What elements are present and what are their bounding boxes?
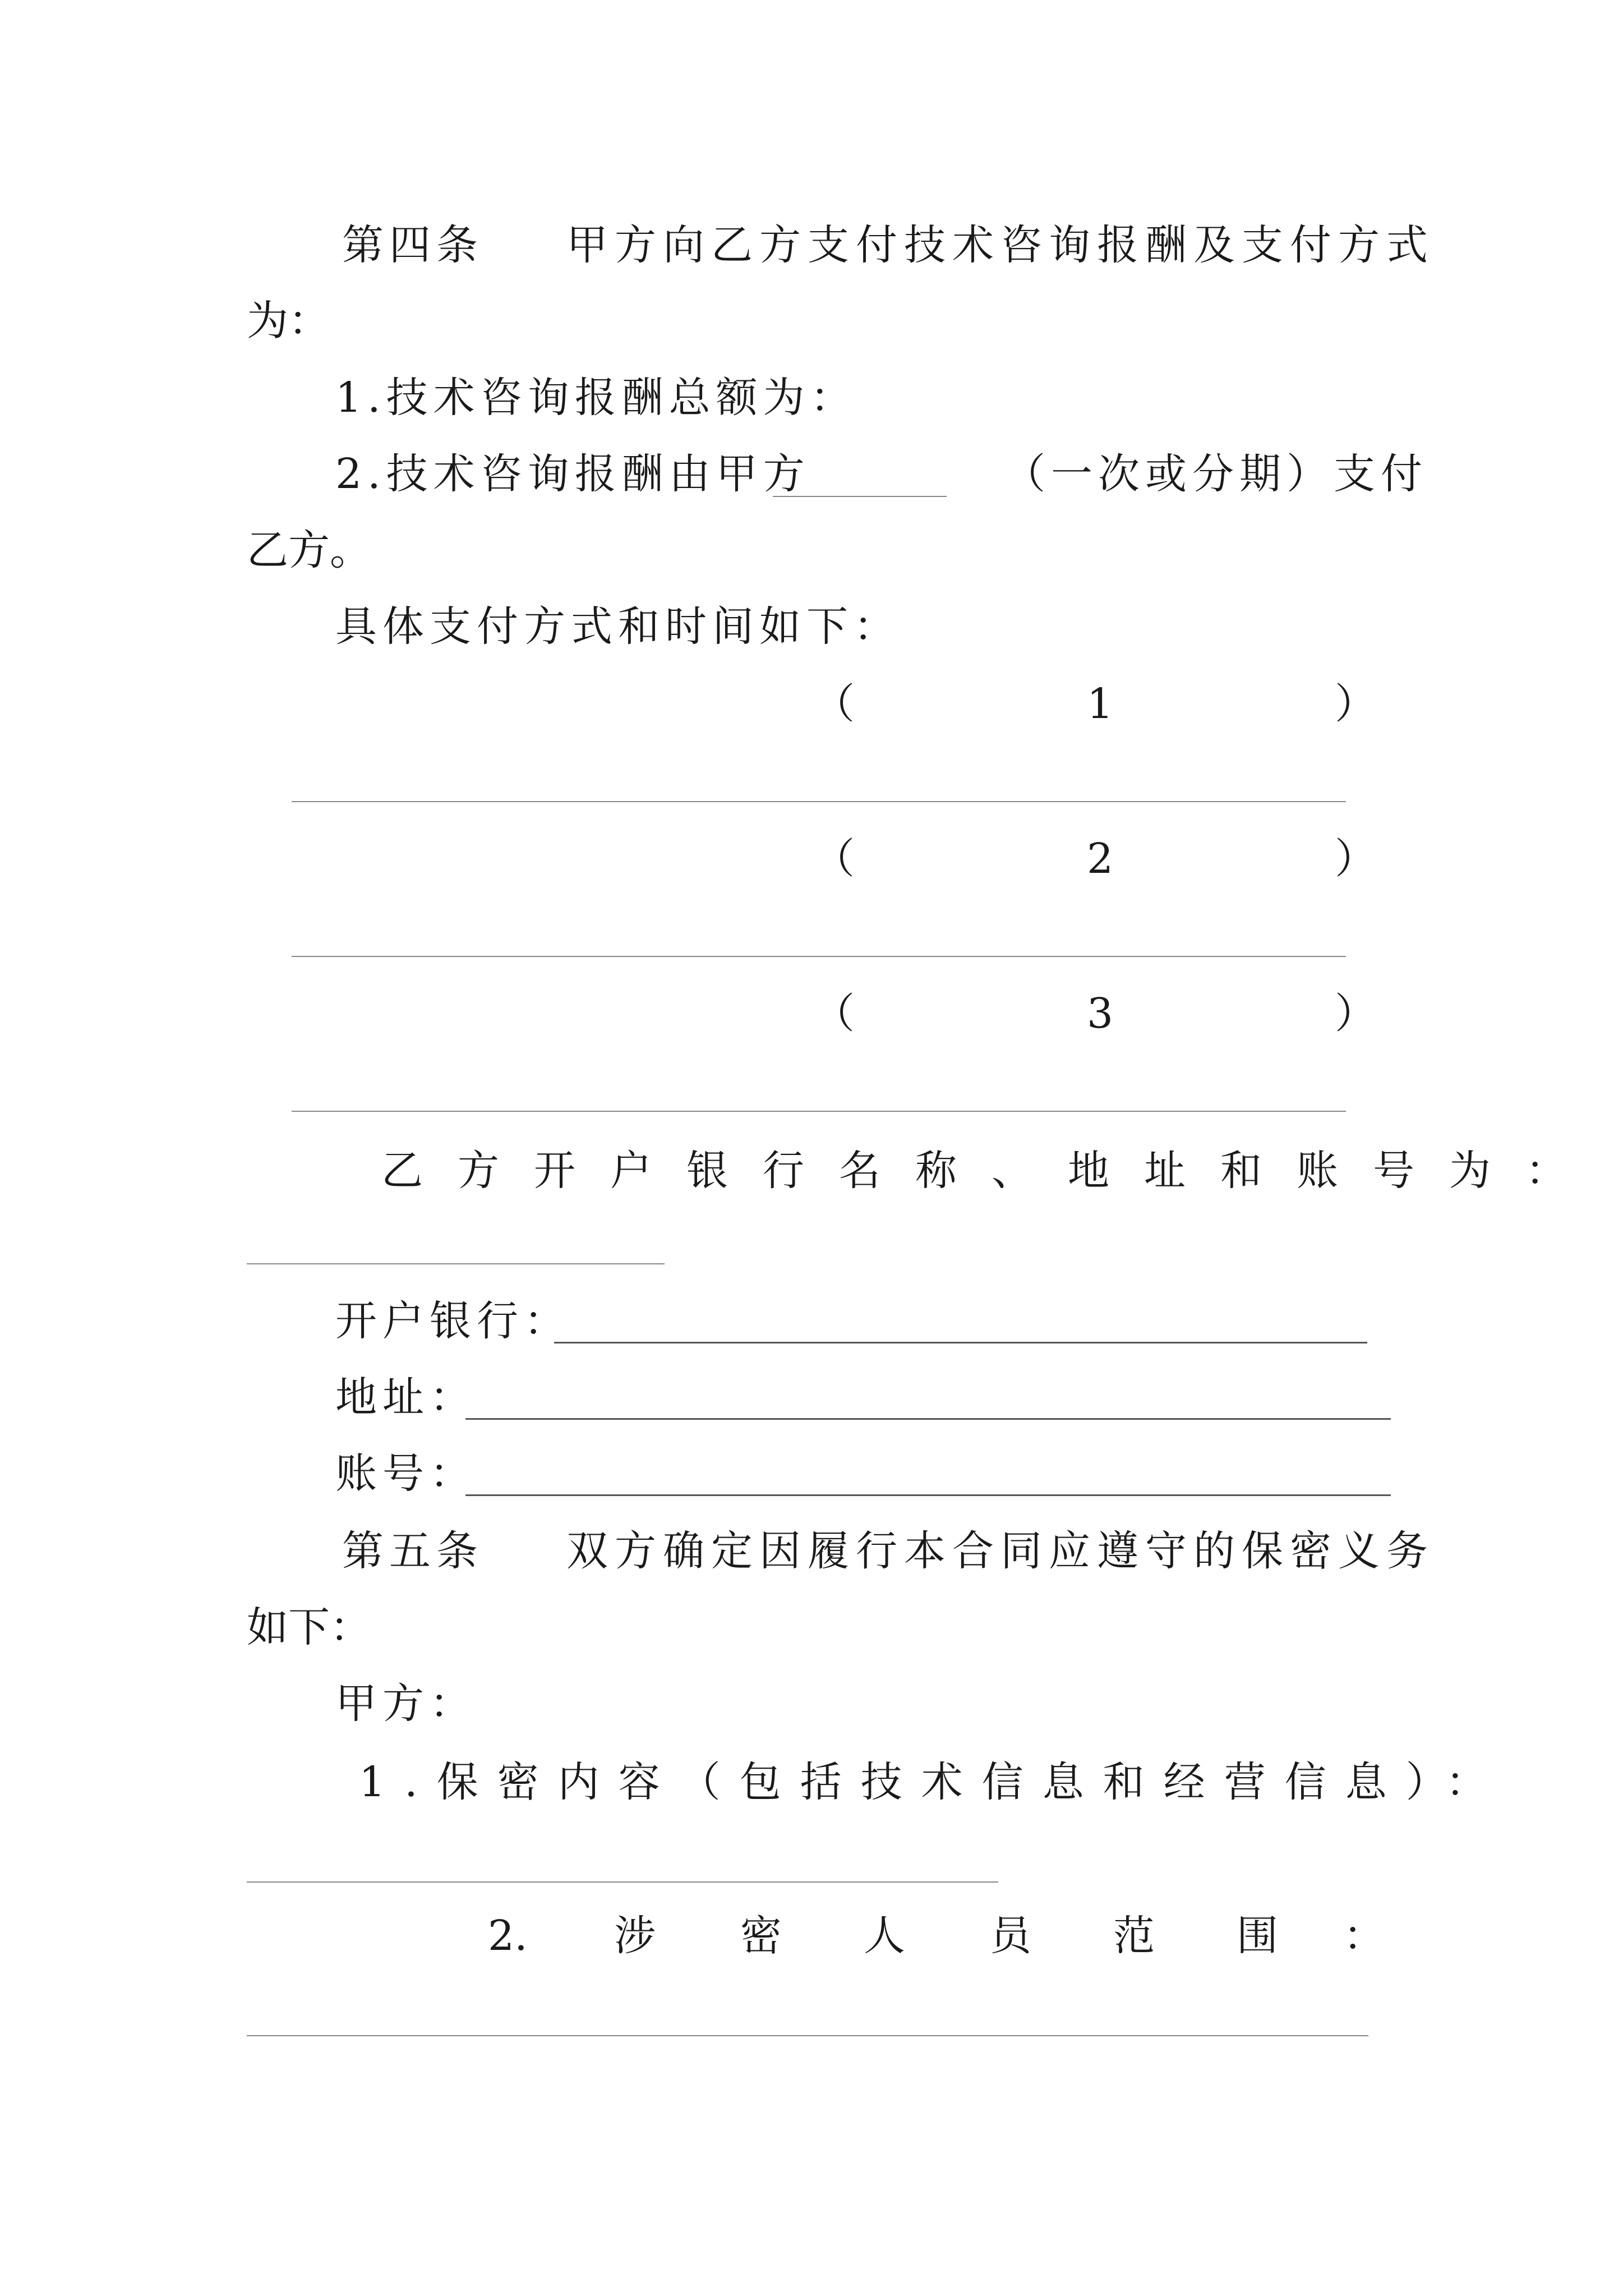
article4-heading: 甲方向乙方支付技术咨询报酬及支付方式 xyxy=(566,221,1435,269)
scope-char: 范 xyxy=(1113,1912,1155,1960)
installment-blank-line[interactable] xyxy=(292,1111,1346,1112)
schedule-intro: 具体支付方式和时间如下： xyxy=(335,602,901,651)
article5-party: 甲方： xyxy=(335,1680,477,1728)
article4-item2-pre: 2.技术咨询报酬由甲方 xyxy=(335,450,810,498)
article4-item1: 1.技术咨询报酬总额为： xyxy=(335,374,857,422)
installment-close-paren: ） xyxy=(1335,835,1376,883)
article4-label: 第四条 xyxy=(342,221,483,269)
bank-info-intro: 乙方开户银行名称、地址和账号为： xyxy=(381,1147,1602,1195)
item2-scope-blank-line[interactable] xyxy=(247,2035,1368,2036)
account-blank-line[interactable] xyxy=(465,1494,1391,1496)
installment-number: 1 xyxy=(1087,680,1114,728)
installment-open-paren: （ xyxy=(813,835,855,883)
scope-char: 围 xyxy=(1237,1912,1278,1960)
article5-label: 第五条 xyxy=(342,1527,483,1575)
address-label: 地址： xyxy=(335,1373,477,1421)
article4-heading-cont: 为： xyxy=(247,297,330,345)
item2-blank-line[interactable] xyxy=(773,496,947,497)
account-label: 账号： xyxy=(335,1450,477,1498)
article4-item2-post: （一次或分期）支付 xyxy=(1004,450,1428,498)
article5-heading-cont: 如下： xyxy=(247,1603,371,1651)
installment-number: 3 xyxy=(1087,990,1114,1038)
scope-char: 员 xyxy=(990,1912,1031,1960)
scope-char: 人 xyxy=(864,1912,905,1960)
installment-open-paren: （ xyxy=(813,680,855,728)
item1-blank-line[interactable] xyxy=(247,1881,998,1883)
address-blank-line[interactable] xyxy=(465,1418,1391,1420)
article4-item2-cont: 乙方。 xyxy=(247,526,371,574)
scope-char: 密 xyxy=(740,1912,782,1960)
installment-close-paren: ） xyxy=(1335,990,1376,1038)
bank-label: 开户银行： xyxy=(335,1297,571,1345)
installment-blank-line[interactable] xyxy=(292,801,1346,802)
article5-item2-colon: ： xyxy=(1343,1912,1385,1960)
installment-close-paren: ） xyxy=(1335,680,1376,728)
installment-number: 2 xyxy=(1087,835,1114,883)
article5-item1: 1.保密内容（包括技术信息和经营信息）： xyxy=(359,1758,1506,1806)
installment-open-paren: （ xyxy=(813,990,855,1038)
article5-item2-num: 2. xyxy=(488,1912,528,1960)
article5-heading: 双方确定因履行本合同应遵守的保密义务 xyxy=(566,1527,1435,1575)
installment-blank-line[interactable] xyxy=(292,956,1346,957)
bank-name-blank-line[interactable] xyxy=(554,1342,1367,1343)
bank-info-blank-line[interactable] xyxy=(247,1263,665,1264)
scope-char: 涉 xyxy=(614,1912,656,1960)
